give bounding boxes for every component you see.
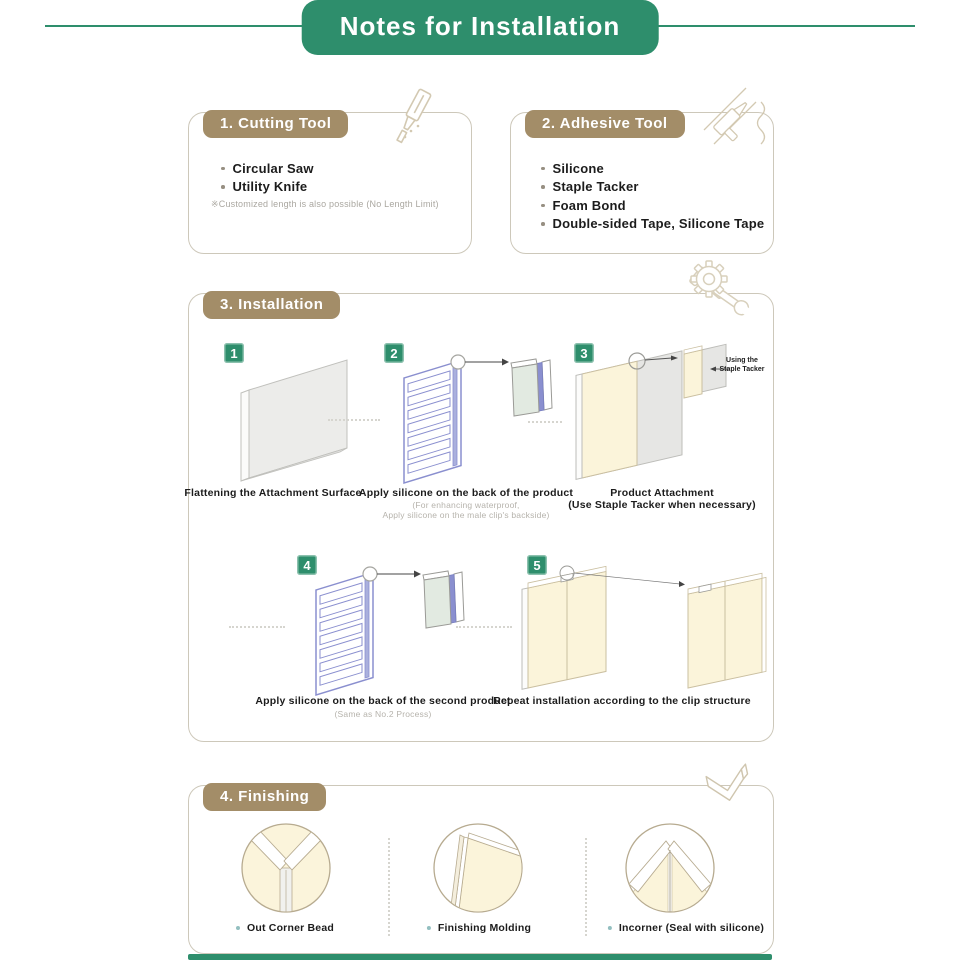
list-item-label: Foam Bond (552, 197, 626, 213)
staple-tacker-annotation (712, 356, 772, 374)
clip-detail (423, 571, 464, 628)
finishing-caption (608, 922, 764, 934)
step-5-repeat-illustration (514, 558, 770, 700)
bullet-dot (221, 167, 225, 171)
list-item-label: Silicone (552, 160, 604, 176)
dotted-separator (456, 626, 512, 628)
step-3-badge: 3 (574, 343, 594, 363)
finishing-caption-label: Incorner (Seal with silicone) (618, 922, 765, 934)
tools-gear-icon (686, 258, 756, 322)
second-panel-group (688, 572, 766, 688)
finishing-caption (236, 922, 334, 934)
bullet-dot (541, 167, 545, 171)
bottom-accent-bar (188, 954, 772, 960)
step-3-caption-2: (Use Staple Tacker when necessary) (568, 499, 756, 511)
bullet-dot (221, 185, 225, 189)
list-item (221, 159, 314, 178)
finishing-molding-diagram (429, 820, 527, 918)
caulk-gun-icon (698, 82, 772, 156)
finishing-caption-label: Finishing Molding (437, 922, 532, 934)
list-item-label: Staple Tacker (552, 179, 639, 195)
list-item-label: Utility Knife (232, 179, 308, 195)
step-1-badge: 1 (224, 343, 244, 363)
bullet-dot (541, 222, 545, 226)
finishing-caption-label: Out Corner Bead (246, 922, 335, 934)
list-item (541, 178, 764, 197)
step-2-silicone-illustration (376, 346, 562, 488)
dotted-separator (229, 626, 285, 628)
section-installation-label: 3. Installation (203, 291, 340, 319)
section-finishing-label: 4. Finishing (203, 783, 326, 811)
step-5-caption: Repeat installation according to the clip structure (493, 695, 751, 707)
step-4-caption: Apply silicone on the back of the second product (255, 695, 511, 707)
step-4-subcaption: (Same as No.2 Process) (334, 709, 432, 719)
arrow-head (414, 571, 421, 578)
dotted-separator (585, 838, 587, 936)
arrow-head (502, 359, 509, 366)
section-cutting-label: 1. Cutting Tool (203, 110, 348, 138)
incorner-diagram (621, 820, 719, 918)
corner-trim-icon (700, 756, 758, 810)
arrow-head (679, 581, 685, 587)
step-5-badge: 5 (527, 555, 547, 575)
annotation-line-2: Staple Tacker (719, 366, 765, 373)
dotted-separator (528, 421, 562, 423)
list-item (541, 159, 764, 178)
zoom-marker-circle (451, 355, 465, 369)
adhesive-tool-list (541, 159, 764, 233)
page-title: Notes for Installation (302, 0, 659, 55)
step-4-badge: 4 (297, 555, 317, 575)
dotted-separator (328, 419, 380, 421)
list-item (221, 178, 314, 197)
list-item (541, 215, 764, 234)
step-3-caption: Product Attachment (610, 487, 714, 499)
step-2-badge: 2 (384, 343, 404, 363)
step-1-panel-illustration (213, 350, 365, 486)
step-4-silicone-illustration (286, 558, 476, 700)
clip-detail (511, 359, 552, 416)
out-corner-bead-diagram (237, 820, 335, 918)
cutting-note: ※Customized length is also possible (No Length Limit) (211, 199, 439, 209)
dotted-separator (388, 838, 390, 936)
utility-knife-icon (370, 88, 438, 146)
step-1-caption: Flattening the Attachment Surface (184, 487, 362, 499)
bullet-dot (541, 185, 545, 189)
step-2-subcaption-1: (For enhancing waterproof, (412, 500, 520, 510)
finishing-caption (427, 922, 531, 934)
list-item-label: Circular Saw (232, 160, 314, 176)
cutting-tool-list (221, 159, 314, 196)
annotation-line-1: Using the (726, 357, 758, 364)
bullet-dot (236, 926, 240, 930)
bullet-dot (427, 926, 431, 930)
step-2-caption: Apply silicone on the back of the product (358, 487, 574, 499)
bullet-dot (541, 204, 545, 208)
bullet-dot (608, 926, 612, 930)
section-adhesive-label: 2. Adhesive Tool (525, 110, 685, 138)
step-2-subcaption-2: Apply silicone on the male clip's backside) (382, 510, 550, 520)
list-item (541, 196, 764, 215)
zoom-marker-circle (363, 567, 377, 581)
list-item-label: Double-sided Tape, Silicone Tape (552, 216, 765, 232)
